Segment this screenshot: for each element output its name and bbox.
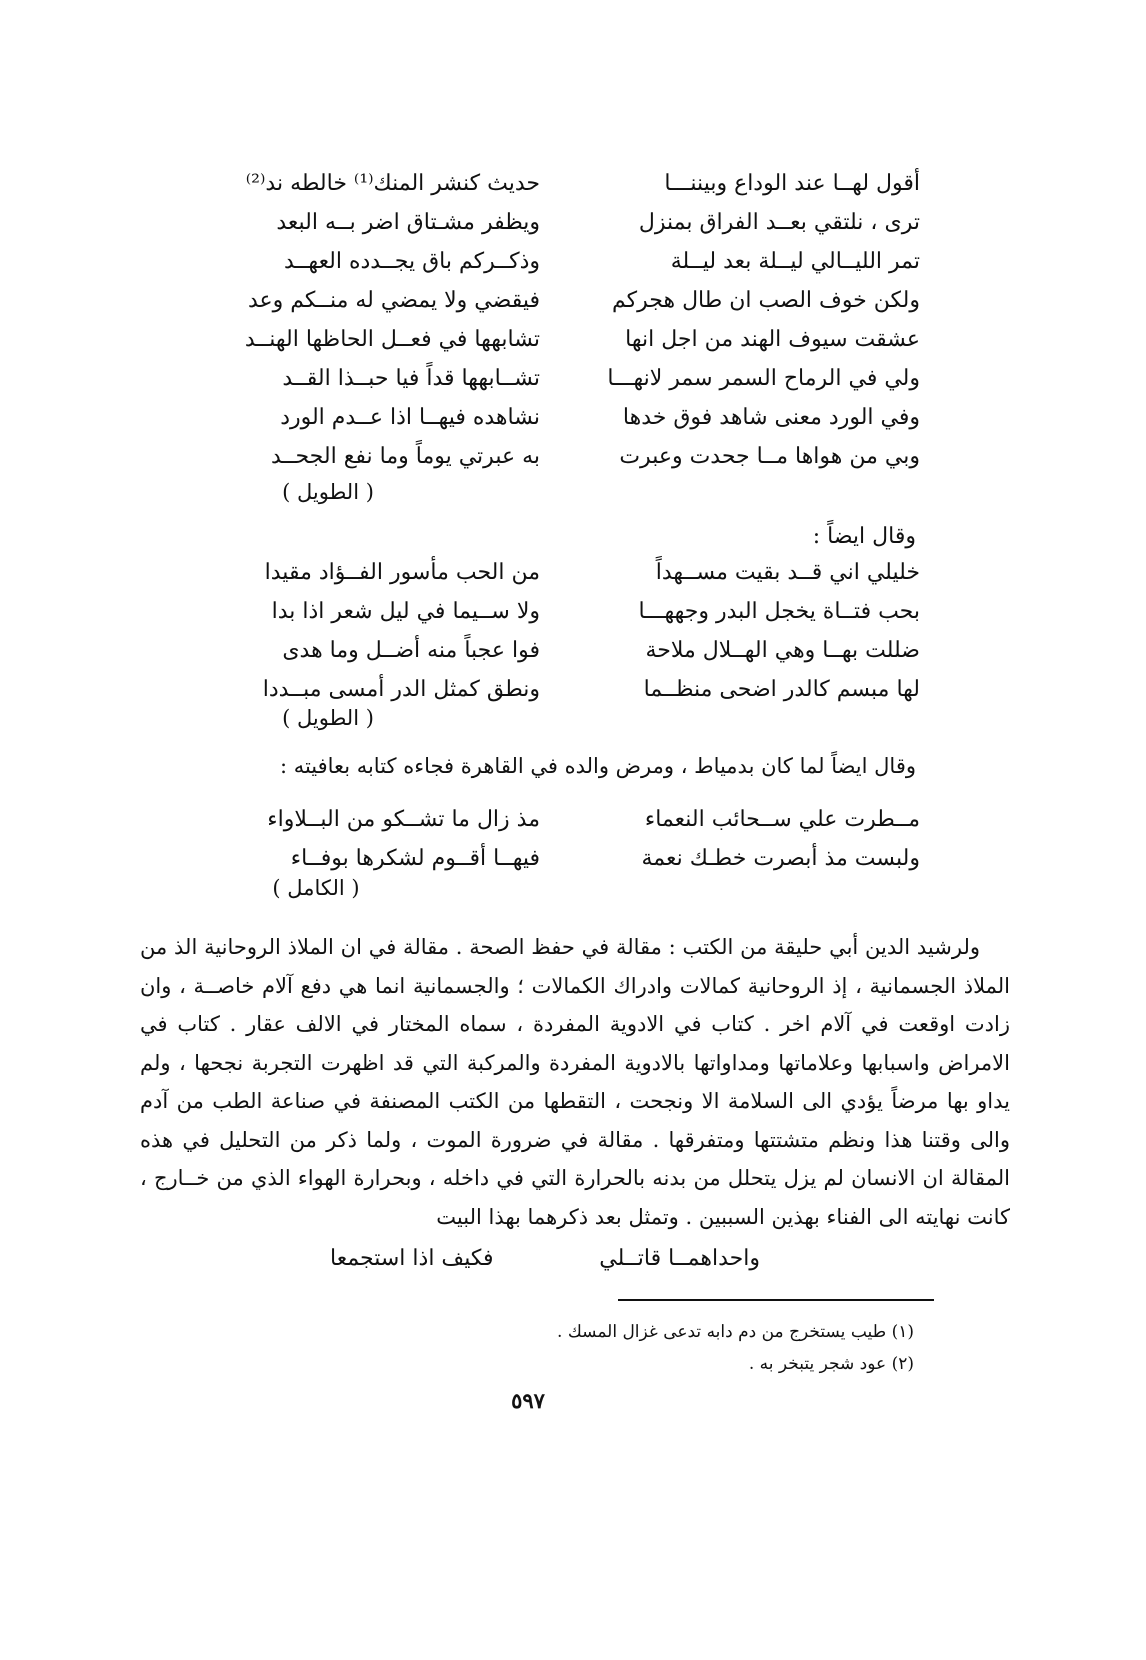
poem-1 <box>244 164 920 476</box>
first-hemistich: لها مبسم كالدر اضحى منظــما <box>643 677 920 702</box>
footnote-2: (٢) عود شجر يتبخر به . <box>748 1354 914 1374</box>
verse <box>250 839 920 878</box>
second-hemistich: تشــابهها قداً فيا حبــذا القــد <box>282 366 540 391</box>
prose-paragraph <box>140 928 1010 1236</box>
first-hemistich: خليلي اني قــد بقيت مســهداً <box>655 560 920 585</box>
second-hemistich: وذكــركم باق يجــدده العهــد <box>283 249 540 274</box>
first-hemistich: وبي من هواها مــا جحدت وعبرت <box>619 444 920 469</box>
first-hemistich: ولكن خوف الصب ان طال هجركم <box>612 288 920 313</box>
verse <box>250 553 920 592</box>
first-hemistich: بحب فتــاة يخجل البدر وجههـــا <box>638 599 920 624</box>
second-hemistich: به عبرتي يوماً وما نفع الجحــد <box>271 444 540 469</box>
first-hemistich: ترى ، نلتقي بعــد الفراق بمنزل <box>638 210 920 235</box>
footnotes <box>414 1316 914 1380</box>
poem-2-intro: وقال ايضاً : <box>812 524 916 549</box>
final-verse <box>330 1246 760 1271</box>
verse <box>250 281 920 320</box>
first-hemistich: وفي الورد معنى شاهد فوق خدها <box>622 405 920 430</box>
prose-text: ولرشيد الدين أبي حليقة من الكتب : مقالة في حفظ الصحة . مقالة في ان الملاذ الروحانية الذ من الملاذ الجسمانية ، إذ الروحانية كمالات وادراك الكمالات ؛ والجسمانية انما هي دفع آلام خاصــة ، وان زادت اوقعت في آلام اخر . كتاب في الادوية المفردة ، سماه المختار في الالف عقار . كتاب في الامراض واسبابها وعلاماتها ومداواتها بالادوية المفردة والمركبة التي قد اظهرت التجربة نجحها ، ولم يداو بها مرضاً يؤدي الى السلامة الا ونجحت ، التقطها من الكتب المصنفة في صناعة الطب من آدم والى وقتنا هذا ونظم متشتتها ومتفرقها . مقالة في ضرورة الموت ، ولما ذكر من التحليل في هذه المقالة ان الانسان لم يزل يتحلل من بدنه بالحرارة التي في داخله ، وبحرارة الهواء الذي من خــارج ، كانت نهايته الى الفناء بهذين السببين . وتمثل بعد ذكرهما بهذا البيت <box>140 935 1010 1229</box>
verse <box>250 631 920 670</box>
first-hemistich: مــطرت علي ســحائب النعماء <box>644 807 920 832</box>
verse <box>250 242 920 281</box>
poem-3-meter: ( الكامل ) <box>272 876 360 900</box>
page-number: ٥٩٧ <box>511 1388 545 1413</box>
verse <box>250 592 920 631</box>
first-hemistich: ضللت بهــا وهي الهــلال ملاحة <box>645 638 920 663</box>
verse <box>244 320 920 359</box>
first-hemistich: عشقت سيوف الهند من اجل انها <box>625 327 920 352</box>
second-hemistich: ولا ســيما في ليل شعر اذا بدا <box>271 599 540 624</box>
footnote-divider <box>618 1299 934 1301</box>
first-hemistich: ولي في الرماح السمر سمر لانهـــا <box>607 366 920 391</box>
second-hemistich: حديث كنشر المنك⁽¹⁾ خالطه ند⁽²⁾ <box>245 171 540 196</box>
first-hemistich: تمر الليــالي ليــلة بعد ليــلة <box>670 249 920 274</box>
poem-3 <box>250 800 920 878</box>
verse <box>250 359 920 398</box>
poem-1-meter: ( الطويل ) <box>282 480 374 504</box>
final-verse-second-hemistich: فكيف اذا استجمعا <box>330 1246 494 1271</box>
second-hemistich: من الحب مأسور الفــؤاد مقيدا <box>264 560 540 585</box>
poem-2 <box>250 553 920 709</box>
second-hemistich: ويظفر مشـتاق اضر بــه البعد <box>276 210 540 235</box>
poem-3-intro: وقال ايضاً لما كان بدمياط ، ومرض والده في القاهرة فجاءه كتابه بعافيته : <box>279 754 916 778</box>
second-hemistich: تشابهها في فعــل الحاظها الهنــد <box>244 327 540 352</box>
second-hemistich: فوا عجباً منه أضــل وما هدى <box>282 638 540 663</box>
first-hemistich: ولبست مذ أبصرت خطـك نعمة <box>641 846 920 871</box>
footnote-1: (١) طيب يستخرج من دم دابه تدعى غزال المسك . <box>557 1322 914 1342</box>
second-hemistich: ونطق كمثل الدر أمسى مبــددا <box>262 677 540 702</box>
second-hemistich: فيقضي ولا يمضي له منــكم وعد <box>248 288 540 313</box>
second-hemistich: فيهــا أقــوم لشكرها بوفــاء <box>290 846 540 871</box>
poem-2-meter: ( الطويل ) <box>282 706 374 730</box>
verse <box>250 203 920 242</box>
verse <box>250 398 920 437</box>
verse <box>250 670 920 709</box>
verse <box>245 164 920 203</box>
final-verse-first-hemistich: واحداهمــا قاتــلي <box>599 1246 760 1271</box>
first-hemistich: أقول لهــا عند الوداع وبيننـــا <box>664 171 920 196</box>
second-hemistich: نشاهده فيهــا اذا عــدم الورد <box>280 405 540 430</box>
verse <box>250 437 920 476</box>
verse <box>250 800 920 839</box>
second-hemistich: مذ زال ما تشــكو من البــلاواء <box>267 807 540 832</box>
